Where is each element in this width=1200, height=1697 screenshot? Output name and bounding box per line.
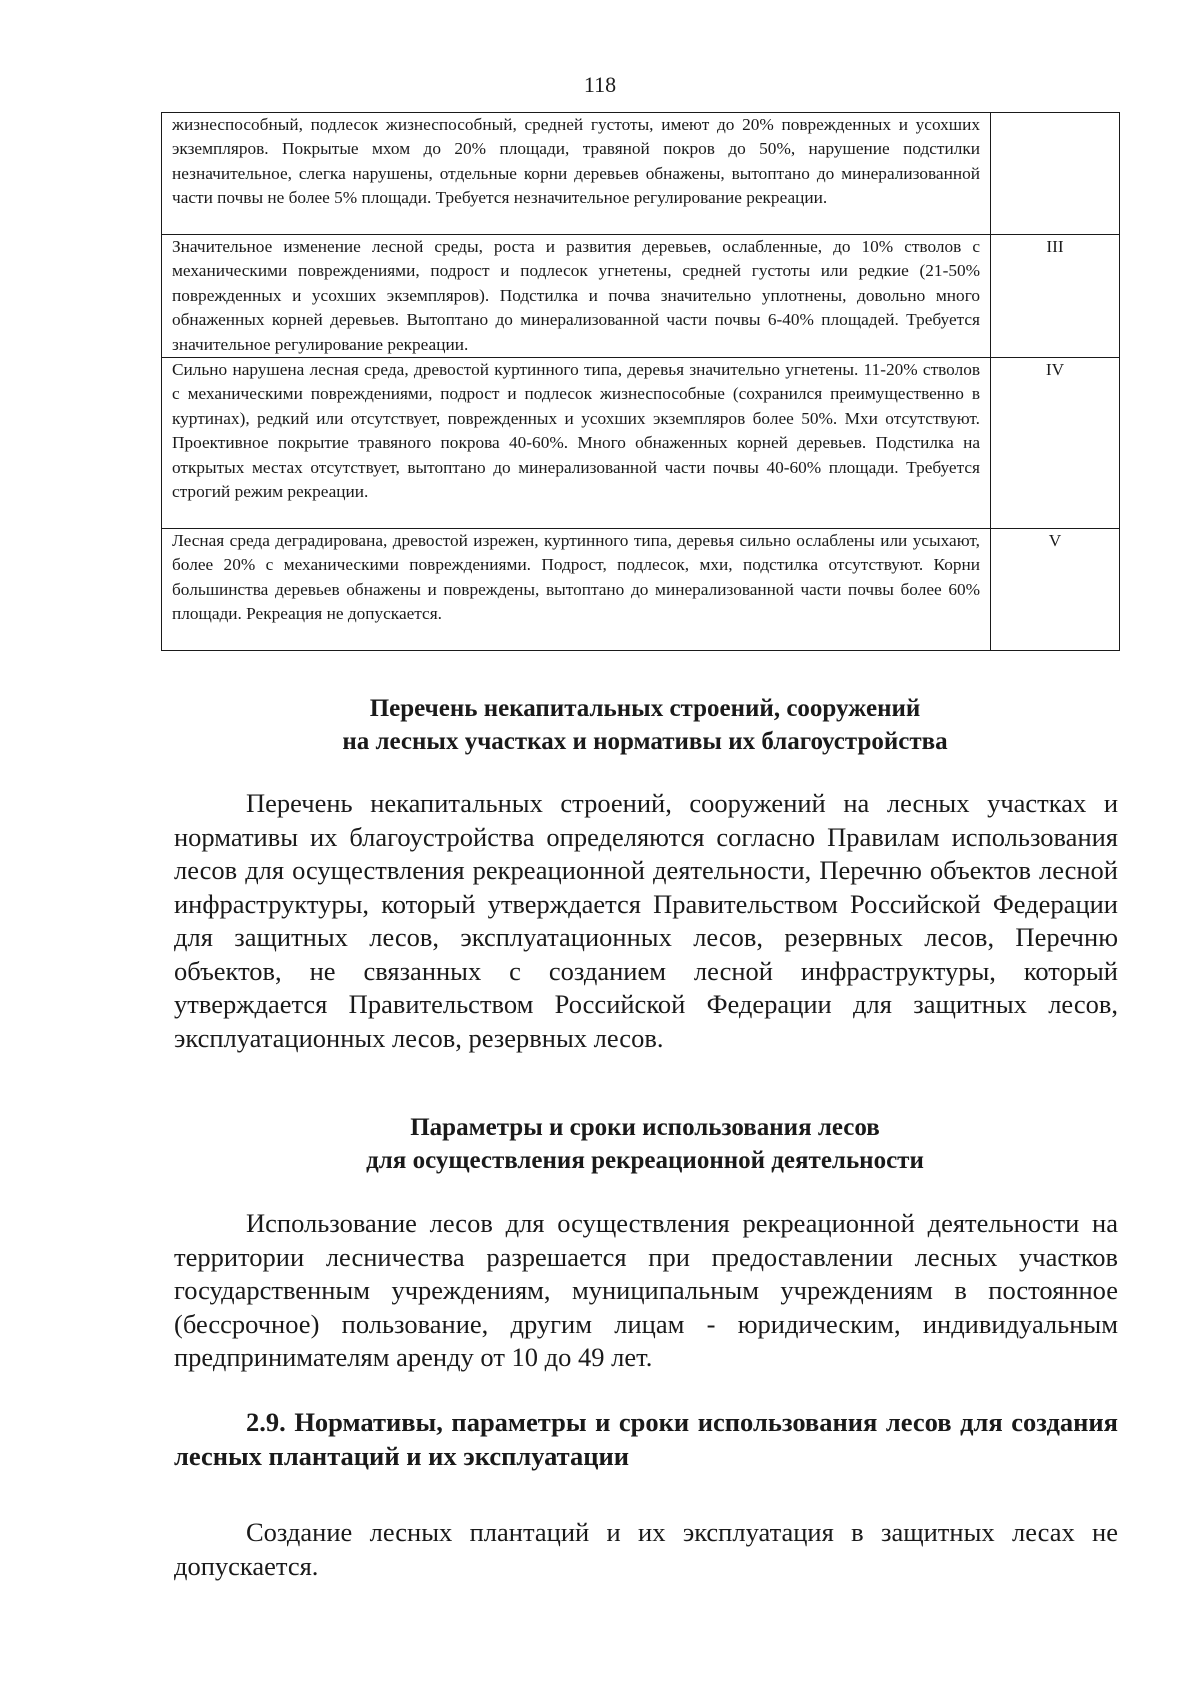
paragraph-parameters-text: Использование лесов для осуществления рекреационной деятельности на территории лесничества разрешается при предоставлении лесных участков государственным учреждениям, муниципальным учреждениям в постоянное (бессрочное) пользование, другим лицам - юридическим, индивидуальным предпринимателям аренду от 10 до 49 лет. (174, 1208, 1118, 1372)
section-heading-2-9 (174, 1405, 1118, 1473)
heading-structures-line2: на лесных участках и нормативы их благоустройства (342, 728, 948, 755)
heading-parameters (0, 1111, 1200, 1177)
paragraph-structures (174, 787, 1118, 1055)
table-cell-description: Лесная среда деградирована, древостой изрежен, куртинного типа, деревья сильно ослаблены или усыхают, более 20% с механическими повреждениями. Подрост, подлесок, мхи, подстилка отсутствуют. Корни большинства деревьев обнажены и повреждены, вытоптано до минерализованной части почвы более 60% площади. Рекреация не допускается. (162, 529, 991, 651)
table-cell-degree: IV (991, 358, 1120, 529)
table-cell-degree (991, 113, 1120, 235)
table-cell-description: Значительное изменение лесной среды, роста и развития деревьев, ослабленные, до 10% стволов с механическими повреждениями, подрост и подлесок угнетены, средней густоты или редкие (21-50% поврежденных и усохших экземпляров). Подстилка и почва значительно уплотнены, довольно много обнаженных корней деревьев. Вытоптано до минерализованной части почвы 6-40% площадей. Требуется значительное регулирование рекреации. (162, 235, 991, 358)
heading-structures-line1: Перечень некапитальных строений, сооружений (369, 695, 921, 722)
paragraph-parameters (174, 1207, 1118, 1375)
table-cell-description: Сильно нарушена лесная среда, древостой куртинного типа, деревья значительно угнетены. 11-20% стволов с механическими повреждениями, подрост и подлесок жизнеспособные (сохранился преимущественно в куртинах), редкий или отсутствует, поврежденных и усохших экземпляров более 50%. Мхи отсутствуют. Проективное покрытие травяного покрова 40-60%. Много обнаженных корней деревьев. Подстилка на открытых местах отсутствует, вытоптано до минерализованной части почвы 40-60% площади. Требуется строгий режим рекреации. (162, 358, 991, 529)
table-row (162, 529, 1120, 651)
table-cell-degree: V (991, 529, 1120, 651)
table-row (162, 235, 1120, 358)
recreation-degree-table (161, 112, 1120, 651)
heading-structures (0, 692, 1200, 758)
heading-parameters-line2: для осуществления рекреационной деятельности (366, 1147, 924, 1174)
paragraph-structures-text: Перечень некапитальных строений, сооружений на лесных участках и нормативы их благоустройства определяются согласно Правилам использования лесов для осуществления рекреационной деятельности, Перечню объектов лесной инфраструктуры, который утверждается Правительством Российской Федерации для защитных лесов, эксплуатационных лесов, резервных лесов, Перечню объектов, не связанных с созданием лесной инфраструктуры, который утверждается Правительством Российской Федерации для защитных лесов, эксплуатационных лесов, резервных лесов. (174, 788, 1118, 1053)
paragraph-plantations (174, 1516, 1118, 1583)
table-cell-degree: III (991, 235, 1120, 358)
page-number: 118 (583, 72, 617, 97)
paragraph-plantations-text: Создание лесных плантаций и их эксплуатация в защитных лесах не допускается. (174, 1517, 1118, 1581)
table-cell-description: жизнеспособный, подлесок жизнеспособный, средней густоты, имеют до 20% поврежденных и усохших экземпляров. Покрытые мхом до 20% площади, травяной покров до 50%, нарушение подстилки незначительное, слегка нарушены, отдельные корни деревьев обнажены, вытоптано до минерализованной части почвы не более 5% площади. Требуется незначительное регулирование рекреации. (162, 113, 991, 235)
table-row (162, 113, 1120, 235)
heading-parameters-line1: Параметры и сроки использования лесов (410, 1114, 880, 1141)
section-heading-text: 2.9. Нормативы, параметры и сроки использования лесов для создания лесных плантаций и их эксплуатации (174, 1407, 1118, 1471)
table-row (162, 358, 1120, 529)
